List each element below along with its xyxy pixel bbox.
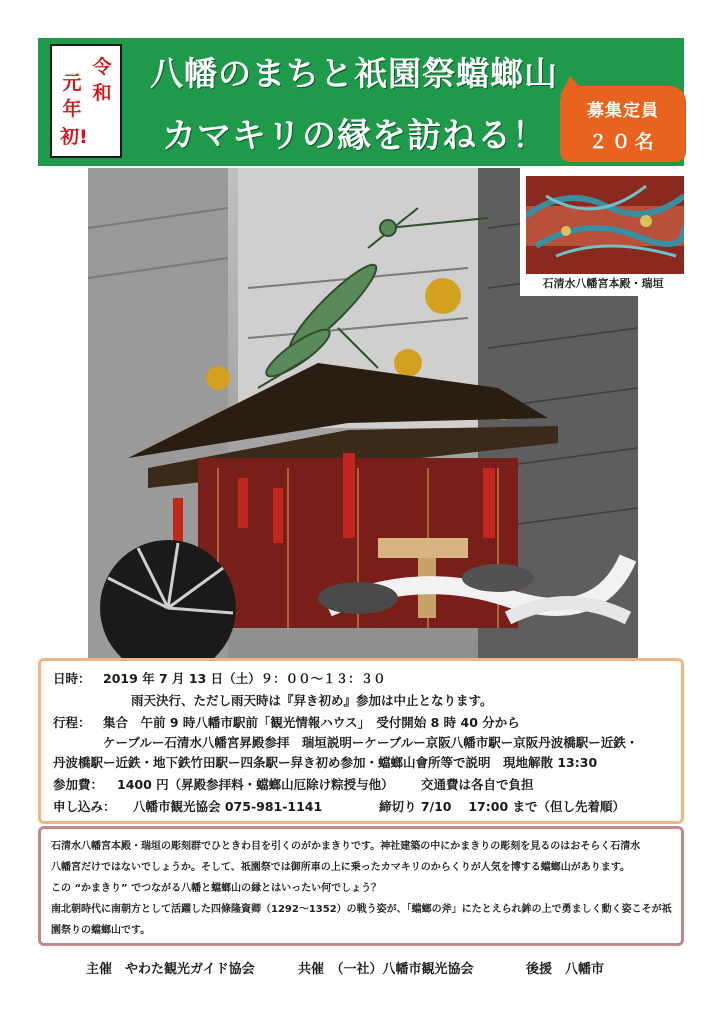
itinerary-line-1: 集合 午前 9 時八幡市駅前「観光情報ハウス」 受付開始 8 時 40 分から (103, 715, 520, 730)
description-box (38, 826, 684, 946)
honden-carving-photo (526, 176, 684, 274)
co-organizer: 共催 （一社）八幡市観光協会 (298, 962, 474, 977)
deadline: 締切り 7/10 17:00 まで（但し先着順） (379, 799, 626, 814)
title-line-1: 八幡のまちと祇園祭蟷螂山 (150, 54, 558, 93)
reiwa-badge (50, 44, 122, 158)
description-line-4: 南北朝時代に南朝方として活躍した四條隆資卿（1292～1352）の戦う姿が、「蟷螂の斧」にたとえられ鉾の上で勇ましく動く姿こそが祇 (51, 904, 672, 915)
fee-note: 交通費は各自で負担 (421, 777, 534, 792)
apply-value: 八幡市観光協会 075-981-1141 (133, 799, 323, 814)
inset-photo-frame (520, 168, 686, 296)
rain-note: 雨天決行、ただし雨天時は『舁き初め』参加は中止となります。 (131, 693, 493, 708)
organizer: 主催 やわた観光ガイド協会 (86, 962, 255, 977)
recruitment-tag (560, 86, 686, 162)
badge-column-1: 令和 (92, 56, 112, 104)
description-line-3: この “かまきり” でつながる八幡と蟷螂山の縁とはいったい何でしょう？ (51, 883, 382, 894)
inset-caption: 石清水八幡宮本殿・瑞垣 (542, 277, 664, 290)
fee-label: 参加費： (53, 777, 104, 792)
itinerary-line-3: 丹波橋駅ー近鉄・地下鉄竹田駅ー四条駅ー舁き初め参加・蟷螂山會所等で説明 現地解散 13:30 (53, 755, 598, 770)
event-info-box (38, 658, 684, 824)
recruit-label: 募集定員 (587, 101, 659, 121)
itinerary-label: 行程： (53, 715, 91, 730)
recruit-count: ２０名 (588, 131, 658, 153)
badge-column-3: 初! (60, 126, 88, 148)
apply-label: 申し込み： (53, 799, 116, 814)
itinerary-line-2: ケーブルー石清水八幡宮昇殿参拝 瑞垣説明ーケーブルー京阪八幡市駅ー京阪丹波橋駅ー近鉄・ (103, 735, 639, 750)
description-line-2: 八幡宮だけではないでしょうか。そして、祇園祭では御所車の上に乗ったカマキリのからくりが人気を博する蟷螂山があります。 (51, 862, 630, 873)
fee-value: 1400 円（昇殿参拝料・蟷螂山厄除け粽授与他） (117, 777, 394, 792)
description-line-5: 園祭りの蟷螂山です。 (51, 925, 151, 936)
title-line-2: カマキリの縁を訪ねる！ (162, 116, 547, 156)
date-label: 日時： (53, 671, 91, 686)
support: 後援 八幡市 (526, 962, 605, 977)
date-value: 2019 年 7 月 13 日（土）９：００～１３：３０ (103, 671, 386, 686)
badge-column-2: 元年 (62, 72, 82, 120)
description-line-1: 石清水八幡宮本殿・瑞垣の彫刻群でひときわ目を引くのがかまきりです。神社建築の中にかまきりの彫刻を見るのはおそらく石清水 (51, 841, 641, 852)
